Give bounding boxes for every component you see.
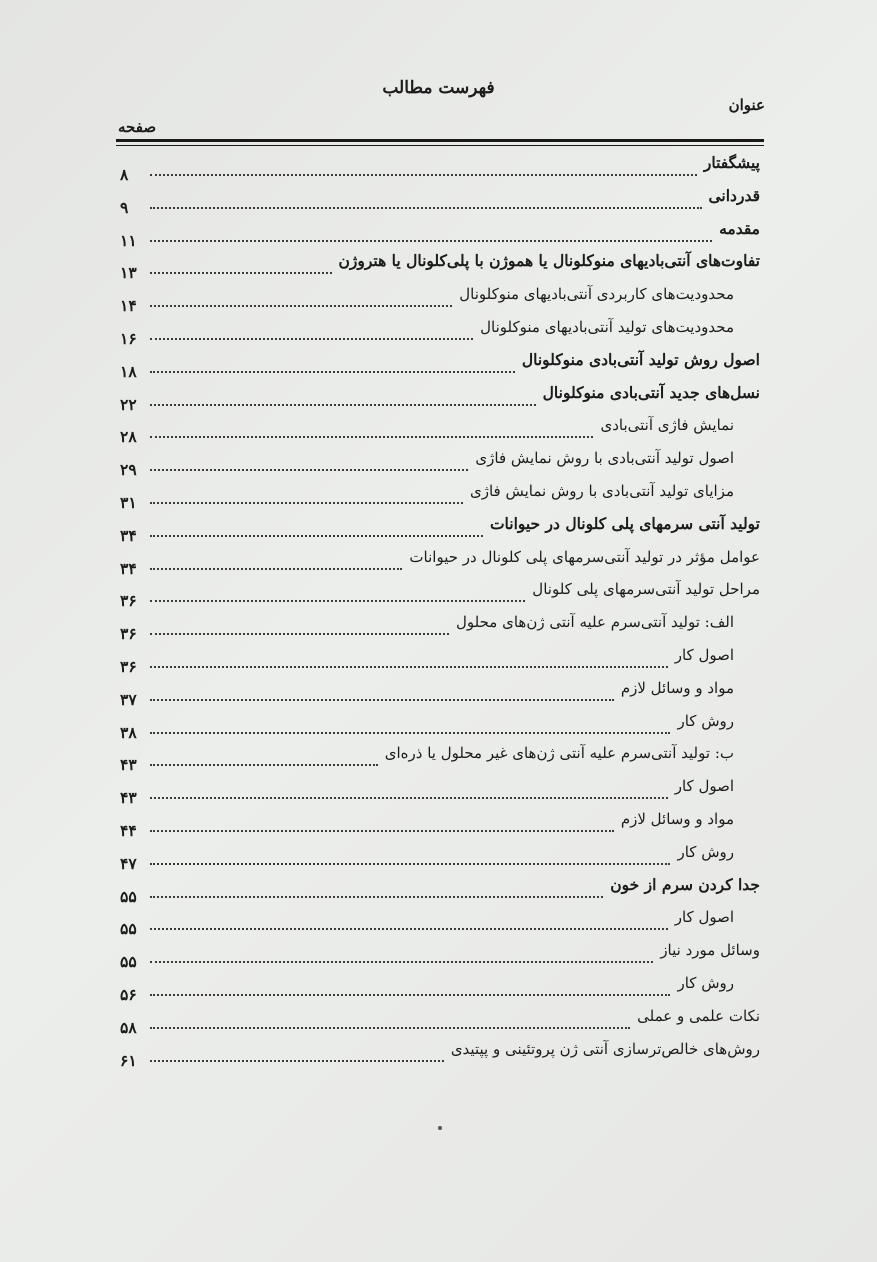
toc-entry-page: ۳۴ (120, 558, 137, 578)
dot-leader (150, 207, 702, 209)
toc-entry-title: نکات علمی و عملی (637, 1006, 760, 1025)
toc-entry-title: مراحل تولید آنتی‌سرمهای پلی کلونال (532, 580, 760, 599)
toc-entry-page: ۲۲ (120, 394, 137, 414)
dot-leader (150, 535, 483, 537)
toc-entry-page: ۹ (120, 197, 129, 217)
toc-entry[interactable] (120, 806, 760, 839)
toc-entry[interactable] (120, 445, 760, 478)
toc-entry-page: ۱۸ (120, 361, 137, 381)
dot-leader (150, 896, 603, 898)
header-rule-thick (116, 139, 764, 142)
toc-entry[interactable] (120, 642, 760, 675)
dot-leader (150, 961, 653, 963)
dot-leader (150, 797, 668, 799)
dot-leader (150, 863, 670, 865)
dot-leader (150, 633, 449, 635)
dot-leader (150, 928, 668, 930)
toc-entry-title: محدودیت‌های تولید آنتی‌بادیهای منوکلونال (480, 317, 734, 336)
toc-entry-title: قدردانی (708, 185, 760, 205)
dot-leader (150, 272, 332, 274)
toc-entry[interactable] (120, 1036, 760, 1069)
toc-entry[interactable] (120, 347, 760, 380)
toc-entry-page: ۱۱ (120, 230, 137, 250)
toc-entry-page: ۴۴ (120, 820, 137, 840)
toc-entry[interactable] (120, 314, 760, 347)
toc-entry-title: اصول کار (674, 645, 734, 664)
paper-speck (438, 1126, 442, 1130)
toc-entry[interactable] (120, 576, 760, 609)
toc-entry[interactable] (120, 412, 760, 445)
dot-leader (150, 1027, 630, 1029)
toc-entry-page: ۲۹ (120, 460, 137, 480)
dot-leader (150, 240, 712, 242)
dot-leader (150, 699, 614, 701)
toc-entry[interactable] (120, 478, 760, 511)
toc-entry-page: ۵۵ (120, 919, 137, 939)
toc-entry[interactable] (120, 544, 760, 577)
toc-entry-title: عوامل مؤثر در تولید آنتی‌سرمهای پلی کلونال در حیوانات (409, 547, 760, 566)
dot-leader (150, 764, 378, 766)
toc-entry-page: ۳۱ (120, 492, 137, 512)
toc-entry[interactable] (120, 281, 760, 314)
toc-entry[interactable] (120, 609, 760, 642)
toc-entry-page: ۳۸ (120, 722, 137, 742)
toc-entry-title: روش کار (677, 973, 734, 992)
page-title: فهرست مطالب (382, 78, 495, 98)
toc-entry-page: ۳۶ (120, 624, 137, 644)
dot-leader (150, 371, 515, 373)
header-rule-thin (116, 145, 764, 146)
toc-entry-page: ۴۳ (120, 788, 137, 808)
toc-entry-title: اصول کار (674, 908, 734, 927)
toc-entry-title: مواد و وسائل لازم (620, 678, 734, 697)
toc-entry[interactable] (120, 248, 760, 281)
toc-entry[interactable] (120, 773, 760, 806)
toc-entry-title: اصول کار (674, 777, 734, 796)
toc-entry-page: ۱۳ (120, 263, 137, 283)
toc-entry-title: جدا کردن سرم از خون (610, 874, 760, 894)
toc-entry-title: مواد و وسائل لازم (620, 809, 734, 828)
dot-leader (150, 830, 614, 832)
toc-entry[interactable] (120, 740, 760, 773)
dot-leader (150, 994, 670, 996)
toc-entry[interactable] (120, 675, 760, 708)
toc-entry-page: ۸ (120, 165, 129, 184)
toc-entry-title: الف: تولید آنتی‌سرم علیه آنتی ژن‌های محلول (456, 613, 734, 632)
toc-entry-title: روش‌های خالص‌ترسازی آنتی ژن پروتئینی و پپتیدی (450, 1039, 760, 1058)
toc-entry-title: اصول روش تولید آنتی‌بادی منوکلونال (521, 349, 760, 369)
toc-entry-page: ۱۶ (120, 328, 137, 348)
dot-leader (150, 469, 468, 471)
toc-entry-page: ۵۵ (120, 952, 137, 972)
toc-entry[interactable] (120, 216, 760, 249)
dot-leader (150, 568, 402, 570)
toc-entry-page: ۳۴ (120, 525, 137, 545)
toc-entry-title: ب: تولید آنتی‌سرم علیه آنتی ژن‌های غیر محلول یا ذره‌ای (384, 744, 734, 763)
toc-entry-title: پیشگفتار (703, 153, 760, 172)
dot-leader (150, 305, 452, 307)
toc-entry-title: مقدمه (719, 218, 760, 238)
dot-leader (150, 732, 670, 734)
toc-entry-title: محدودیت‌های کاربردی آنتی‌بادیهای منوکلونال (459, 285, 734, 304)
toc-entry-title: نمایش فاژی آنتی‌بادی (600, 416, 734, 435)
toc-entry-page: ۴۷ (120, 853, 137, 873)
toc-entry-page: ۶۱ (120, 1050, 137, 1070)
dot-leader (150, 666, 668, 668)
toc-entry-title: اصول تولید آنتی‌بادی با روش نمایش فاژی (475, 449, 734, 468)
dot-leader (150, 436, 593, 438)
column-header-title: عنوان (728, 96, 765, 114)
toc-entry-page: ۵۶ (120, 984, 137, 1004)
toc-entry-title: وسائل مورد نیاز (660, 941, 760, 960)
toc-entry[interactable] (120, 150, 760, 183)
toc-entry[interactable] (120, 380, 760, 413)
toc-entry-page: ۳۶ (120, 656, 137, 676)
toc-entry[interactable] (120, 511, 760, 544)
toc-list (120, 150, 760, 1068)
dot-leader (150, 404, 536, 406)
toc-entry-page: ۵۸ (120, 1017, 137, 1037)
toc-entry-page: ۴۳ (120, 755, 137, 775)
toc-entry-title: تولید آنتی سرمهای پلی کلونال در حیوانات (489, 513, 760, 533)
toc-entry[interactable] (120, 970, 760, 1003)
toc-entry-page: ۱۴ (120, 296, 137, 316)
dot-leader (150, 600, 525, 602)
toc-entry-page: ۳۶ (120, 591, 137, 611)
toc-entry[interactable] (120, 1003, 760, 1036)
toc-entry-title: مزایای تولید آنتی‌بادی با روش نمایش فاژی (470, 481, 734, 500)
toc-entry[interactable] (120, 183, 760, 216)
dot-leader (150, 174, 697, 176)
toc-entry-page: ۳۷ (120, 689, 137, 709)
dot-leader (150, 1060, 444, 1062)
toc-entry[interactable] (120, 904, 760, 937)
column-header-page: صفحه (118, 118, 157, 136)
toc-entry[interactable] (120, 839, 760, 872)
toc-entry-title: روش کار (677, 842, 734, 861)
toc-entry[interactable] (120, 937, 760, 970)
toc-entry-page: ۲۸ (120, 427, 137, 447)
toc-entry[interactable] (120, 708, 760, 741)
toc-entry[interactable] (120, 872, 760, 905)
toc-entry-title: تفاوت‌های آنتی‌بادیهای منوکلونال یا هموژن با پلی‌کلونال یا هتروژن (338, 251, 760, 271)
dot-leader (150, 502, 463, 504)
toc-entry-title: نسل‌های جدید آنتی‌بادی منوکلونال (542, 382, 760, 402)
toc-entry-page: ۵۵ (120, 886, 137, 906)
dot-leader (150, 338, 473, 340)
toc-entry-title: روش کار (677, 711, 734, 730)
